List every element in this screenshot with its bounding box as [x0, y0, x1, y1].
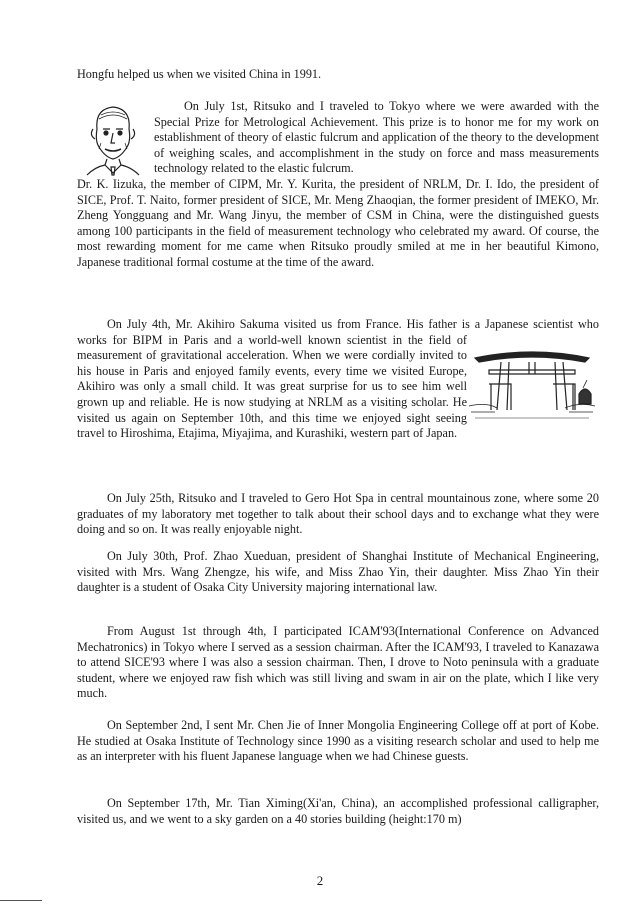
portrait-sketch-icon: [77, 99, 149, 177]
paragraph-chen: On September 2nd, I sent Mr. Chen Jie of Inner Mongolia Engineering College off at port of Kobe. He studied at Osaka Institute of Technology since 1990 as a visiting research scholar and used to help me as an interpreter with his fluent Japanese language when we had Chinese guests.: [77, 718, 599, 764]
paragraph-guests: Dr. K. Iizuka, the member of CIPM, Mr. Y. Kurita, the president of NRLM, Dr. I. Ido, the president of SICE, Prof. T. Naito, former president of SICE, Mr. Meng Zhaoqian, the former president of IMEKO, Mr. Zheng Yongguang and Mr. Wang Jinyu, the member of CSM in China, were the distinguished guests among 100 participants in the field of measurement technology who celebrated my award. Of course, the most rewarding moment for me came when Ritsuko proudly smiled at me in her beautiful Kimono, Japanese traditional formal costume at the time of the award.: [77, 176, 599, 269]
torii-gate-icon: [467, 348, 597, 424]
tian-section: [77, 796, 599, 827]
zhao-section: [77, 549, 599, 596]
torii-illustration: [467, 348, 599, 426]
scan-edge-rule: [0, 900, 42, 901]
lead-line: Hongfu helped us when we visited China in 1991.: [77, 67, 322, 81]
paragraph-zhao: On July 30th, Prof. Zhao Xueduan, president of Shanghai Institute of Mechanical Engineering, visited with Mrs. Wang Zhengze, his wife, and Miss Zhao Yin, their daughter. Miss Zhao Yin their daughter is a student of Osaka City University majoring international law.: [77, 549, 599, 595]
paragraph-tian: On September 17th, Mr. Tian Ximing(Xi'an, China), an accomplished professional calligrapher, visited us, and we went to a sky garden on a 40 stories building (height:170 m): [77, 796, 599, 826]
paragraph-award: On July 1st, Ritsuko and I traveled to Tokyo where we were awarded with the Special Prize for Metrological Achievement. This prize is to honor me for my work on establishment of theory of elastic fulcrum and application of the theory to the development of weighing scales, and accomplishment in the study on force and mass measurements technology related to the elastic fulcrum.: [154, 99, 599, 176]
portrait-illustration: [77, 99, 154, 175]
page-number: 2: [316, 873, 324, 888]
paragraph-gero: On July 25th, Ritsuko and I traveled to Gero Hot Spa in central mountainous zone, where some 20 graduates of my laboratory met together to talk about their school days and to exchange what they were doing and so on. It was really enjoyable night.: [77, 491, 599, 537]
sakuma-section: [77, 317, 599, 442]
chen-section: [77, 718, 599, 765]
award-section: [77, 99, 599, 271]
paragraph-icam: From August 1st through 4th, I participated ICAM'93(International Conference on Advanced Mechatronics) in Tokyo where I served as a session chairman. After the ICAM'93, I traveled to Kanazawa to attend SICE'93 where I was also a session chairman. Then, I drove to Noto peninsula with a graduate student, where we enjoyed raw fish which was still living and swam in air on the plate, which I like very much.: [77, 624, 599, 701]
paragraph-sakuma: On July 4th, Mr. Akihiro Sakuma visited us from France. His father is a Japanese scientist who works for BIPM in Paris and a world-well known scientist in the field of measurement of gravitational acceleration. When we were cordially invited to his house in Paris and enjoyed family events, every time we visited Europe, Akihiro was only a small child. It was great surprise for us to see him well grown up and reliable. He is now studying at NRLM as a visiting scholar. He visited us again on September 10th, and this time we enjoyed sight seeing travel to Hiroshima, Etajima, Miyajima, and Kurashiki, western part of Japan.: [77, 317, 599, 441]
icam-section: [77, 624, 599, 702]
gero-section: [77, 491, 599, 538]
